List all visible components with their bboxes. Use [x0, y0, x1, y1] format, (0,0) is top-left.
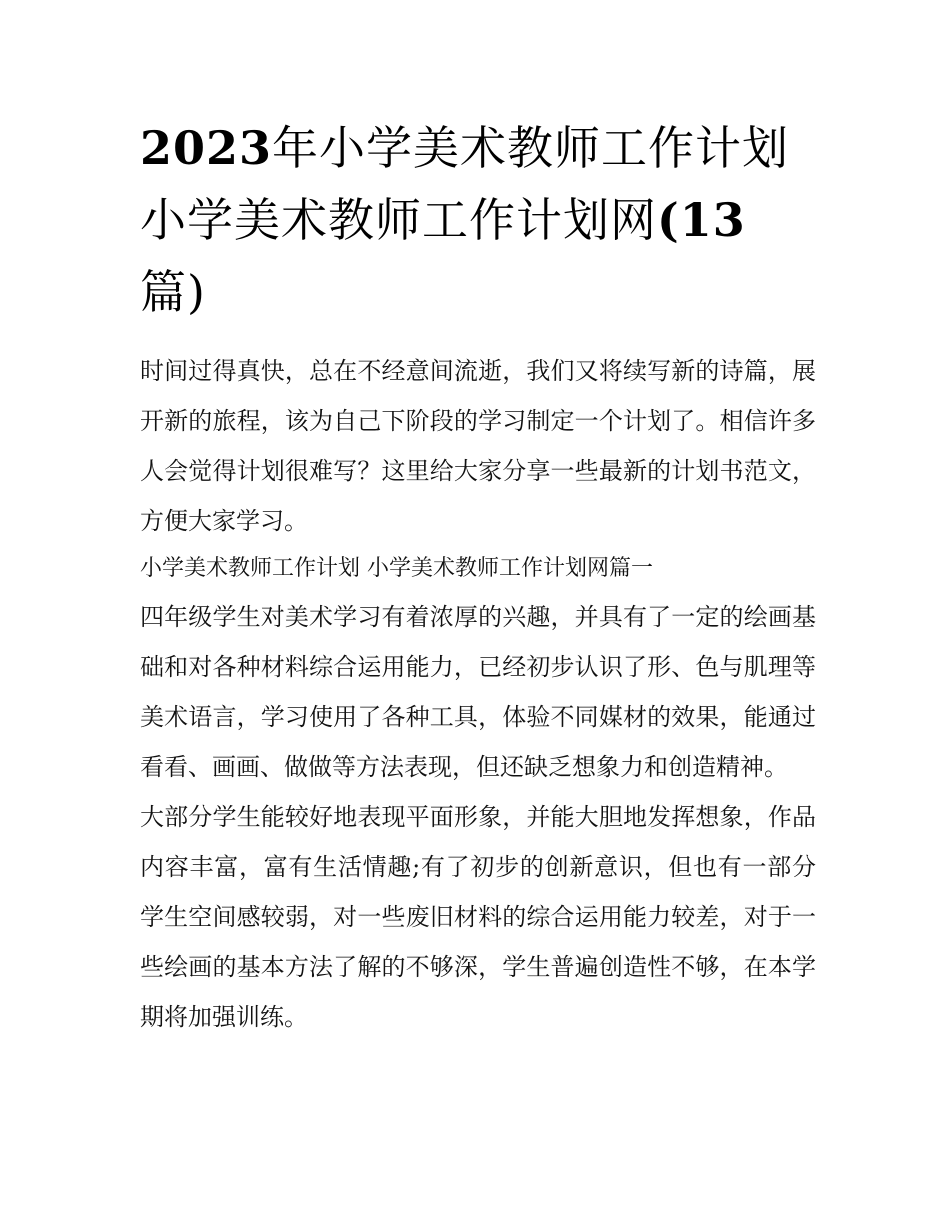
title-main: 年小学美术教师工作计划小学美术教师工作计划网 [140, 121, 790, 247]
title-year: 2023 [140, 121, 273, 175]
body-paragraph-1: 四年级学生对美术学习有着浓厚的兴趣，并具有了一定的绘画基础和对各种材料综合运用能力，已经初步认识了形、色与肌理等美术语言，学习使用了各种工具，体验不同媒材的效果，能通过看看、画画、做做等方法表现，但还缺乏想象力和创造精神。 [140, 603, 816, 781]
body-paragraph-2: 大部分学生能较好地表现平面形象，并能大胆地发挥想象，作品内容丰富，富有生活情趣;有了初步的创新意识，但也有一部分学生空间感较弱，对一些废旧材料的综合运用能力较差，对于一些绘画的基本方法了解的不够深，学生普遍创造性不够，在本学期将加强训练。 [140, 803, 816, 1031]
document-title [140, 112, 816, 328]
intro-paragraph: 时间过得真快，总在不经意间流逝，我们又将续写新的诗篇，展开新的旅程，该为自己下阶段的学习制定一个计划了。相信许多人会觉得计划很难写？这里给大家分享一些最新的计划书范文，方便大家学习。 [140, 357, 816, 535]
title-count-suffix: 篇) [140, 265, 206, 319]
title-count: (13 [657, 193, 746, 247]
document-body [140, 112, 816, 1042]
section-heading: 小学美术教师工作计划 小学美术教师工作计划网篇一 [140, 556, 653, 581]
